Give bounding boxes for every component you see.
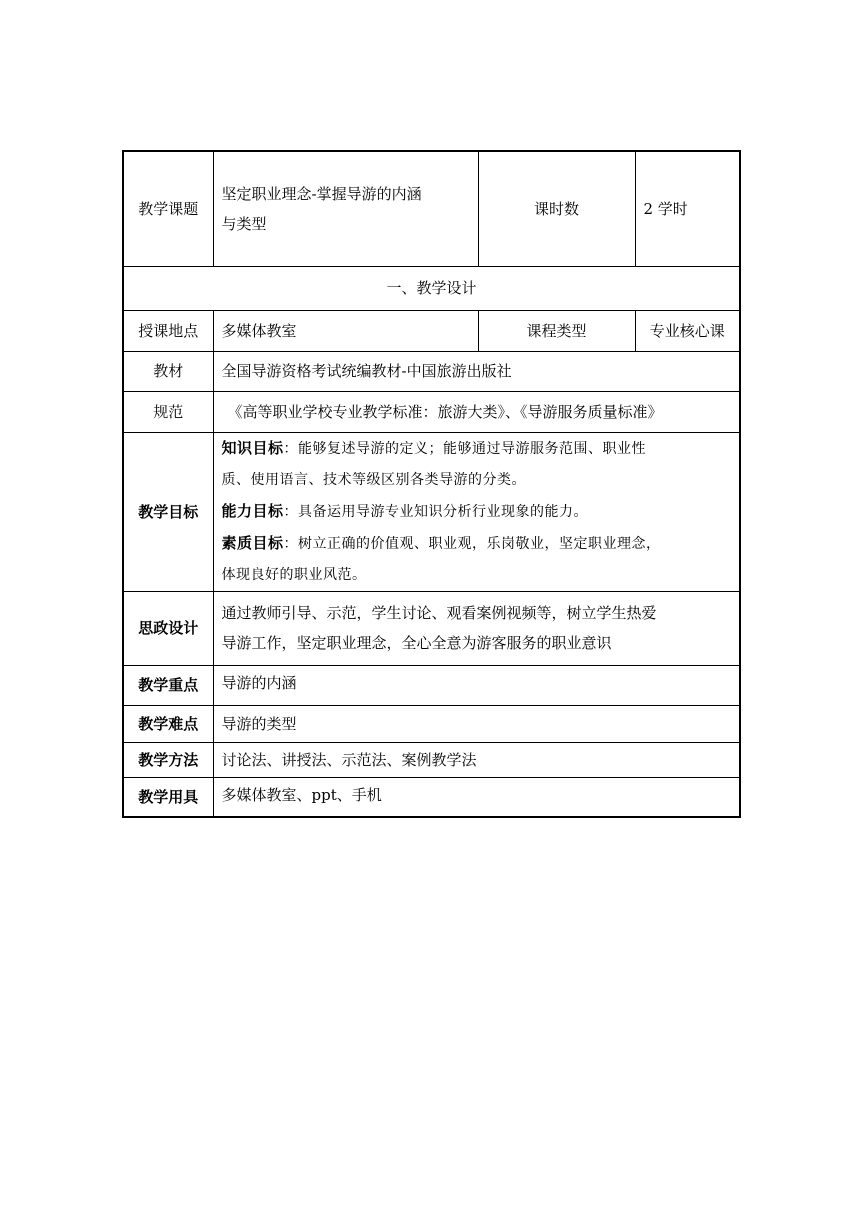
ideology-label: 思政设计 xyxy=(138,619,199,637)
ability-goal-line xyxy=(222,496,732,528)
quality-goal-key: 素质目标 xyxy=(221,533,284,552)
difficulty-value: 导游的类型 xyxy=(221,714,297,733)
table-row-key-point xyxy=(123,665,740,705)
table-row-textbook xyxy=(123,351,740,391)
standard-value: 《高等职业学校专业教学标准：旅游大类》、《导游服务质量标准》 xyxy=(227,402,663,421)
table-row-difficulty xyxy=(123,705,740,742)
hours-label: 课时数 xyxy=(533,199,579,218)
table-row-standard xyxy=(123,391,740,432)
table-row-method xyxy=(123,742,740,777)
course-type-value-cell xyxy=(635,310,740,351)
section-title: 一、教学设计 xyxy=(386,279,477,297)
knowledge-goal-line1 xyxy=(222,433,732,465)
quality-goal-text1: ：树立正确的价值观、职业观，乐岗敬业，坚定职业理念， xyxy=(283,535,661,552)
quality-goal-line1 xyxy=(222,528,732,560)
ideology-line2: 导游工作，坚定职业理念，全心全意为游客服务的职业意识 xyxy=(221,634,612,652)
key-point-label-cell xyxy=(123,665,213,705)
key-point-value: 导游的内涵 xyxy=(221,673,297,692)
topic-label: 教学课题 xyxy=(138,199,199,218)
topic-value-line2: 与类型 xyxy=(221,214,267,233)
key-point-label: 教学重点 xyxy=(138,676,199,694)
hours-label-cell xyxy=(478,151,635,266)
method-label-cell xyxy=(123,742,213,777)
knowledge-goal-key: 知识目标 xyxy=(221,438,284,457)
tools-label: 教学用具 xyxy=(138,787,199,806)
topic-value-cell xyxy=(213,151,478,266)
knowledge-goal-line2: 质、使用语言、技术等级区别各类导游的分类。 xyxy=(221,471,526,488)
location-label-cell xyxy=(123,310,213,351)
tools-label-cell xyxy=(123,777,213,817)
goals-label: 教学目标 xyxy=(138,502,199,521)
table-row-ideology xyxy=(123,591,740,665)
knowledge-goal-text1: ：能够复述导游的定义；能够通过导游服务范围、职业性 xyxy=(283,440,647,457)
key-point-value-cell xyxy=(213,665,740,705)
textbook-value: 全国导游资格考试统编教材-中国旅游出版社 xyxy=(221,362,512,380)
textbook-value-cell xyxy=(213,351,740,391)
table-row-section-title xyxy=(123,266,740,310)
location-value-cell xyxy=(213,310,478,351)
hours-value: 2 学时 xyxy=(643,199,688,218)
table-row-topic xyxy=(123,151,740,266)
ability-goal-text: ：具备运用导游专业知识分析行业现象的能力。 xyxy=(283,503,589,520)
ideology-value-cell xyxy=(213,591,740,665)
standard-label-cell xyxy=(123,391,213,432)
textbook-label: 教材 xyxy=(153,362,184,380)
ability-goal-key: 能力目标 xyxy=(221,501,284,520)
goals-value-cell xyxy=(213,432,740,591)
hours-value-cell xyxy=(635,151,740,266)
topic-value-line1: 坚定职业理念-掌握导游的内涵 xyxy=(221,184,422,203)
location-value: 多媒体教室 xyxy=(221,321,297,340)
course-type-label-cell xyxy=(478,310,635,351)
method-label: 教学方法 xyxy=(138,750,199,769)
goals-label-cell xyxy=(123,432,213,591)
tools-value: 多媒体教室、ppt、手机 xyxy=(221,785,382,804)
table-row-location xyxy=(123,310,740,351)
textbook-label-cell xyxy=(123,351,213,391)
quality-goal-line2: 体现良好的职业风范。 xyxy=(221,566,367,583)
location-label: 授课地点 xyxy=(138,321,199,340)
difficulty-label: 教学难点 xyxy=(138,714,199,733)
method-value-cell xyxy=(213,742,740,777)
table-row-goals xyxy=(123,432,740,591)
table-row-tools xyxy=(123,777,740,817)
ideology-label-cell xyxy=(123,591,213,665)
difficulty-value-cell xyxy=(213,705,740,742)
method-value: 讨论法、讲授法、示范法、案例教学法 xyxy=(221,750,477,769)
standard-value-cell xyxy=(213,391,740,432)
lesson-plan-table xyxy=(122,150,741,818)
ideology-line1: 通过教师引导、示范，学生讨论、观看案例视频等，树立学生热爱 xyxy=(221,604,657,622)
section-title-cell xyxy=(123,266,740,310)
course-type-value: 专业核心课 xyxy=(649,321,725,340)
topic-label-cell xyxy=(123,151,213,266)
difficulty-label-cell xyxy=(123,705,213,742)
tools-value-cell xyxy=(213,777,740,817)
standard-label: 规范 xyxy=(153,402,184,421)
course-type-label: 课程类型 xyxy=(526,321,587,340)
